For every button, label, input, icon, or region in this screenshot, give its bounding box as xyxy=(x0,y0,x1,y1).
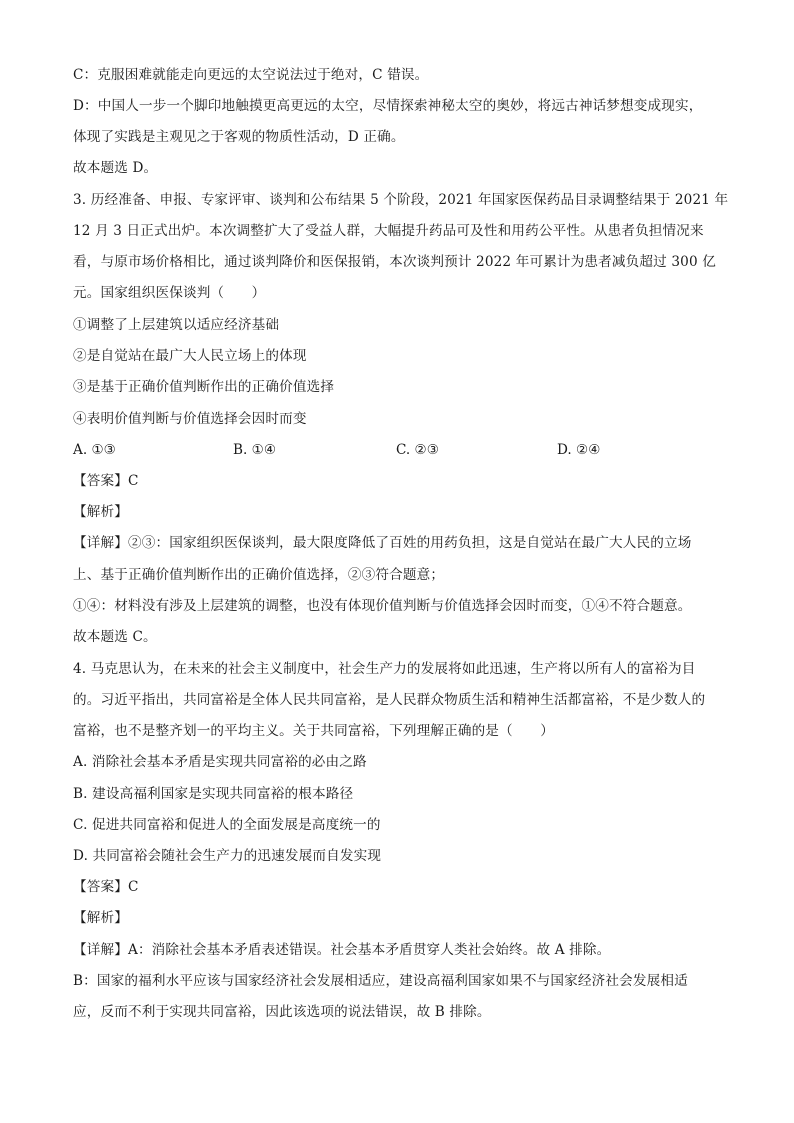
q4-option-c: C. 促进共同富裕和促进人的全面发展是高度统一的 xyxy=(73,817,381,833)
text-line: D：中国人一步一个脚印地触摸更高更远的太空，尽情探索神秘太空的奥妙，将远古神话梦想变成现实， xyxy=(73,98,703,114)
q3-option-b: B. ①④ xyxy=(233,442,277,458)
q4-option-d: D. 共同富裕会随社会生产力的迅速发展而自发实现 xyxy=(73,848,382,864)
statement-3: ③是基于正确价值判断作出的正确价值选择 xyxy=(73,379,335,395)
explanation-text: ①④：材料没有涉及上层建筑的调整，也没有体现价值判断与价值选择会因时而变，①④不符合题意。 xyxy=(73,598,692,614)
text-line: 体现了实践是主观见之于客观的物质性活动，D 正确。 xyxy=(73,129,405,145)
statement-2: ②是自觉站在最广大人民立场上的体现 xyxy=(73,348,307,364)
text-line: C：克服困难就能走向更远的太空说法过于绝对，C 错误。 xyxy=(73,67,429,83)
question-3-stem: 元。国家组织医保谈判（ ） xyxy=(73,285,266,301)
explanation-text: 应，反而不利于实现共同富裕，因此该选项的说法错误，故 B 排除。 xyxy=(73,1004,491,1020)
question-3-stem: 3. 历经准备、申报、专家评审、谈判和公布结果 5 个阶段，2021 年国家医保药品目录调整结果于 2021 年 xyxy=(73,192,729,208)
question-4-stem: 的。习近平指出，共同富裕是全体人民共同富裕，是人民群众物质生活和精神生活都富裕，不是少数人的 xyxy=(73,692,706,708)
explanation-text: 【详解】②③：国家组织医保谈判，最大限度降低了百姓的用药负担，这是自觉站在最广大人民的立场 xyxy=(73,535,692,551)
explanation-text: B：国家的福利水平应该与国家经济社会发展相适应，建设高福利国家如果不与国家经济社会发展相适 xyxy=(73,973,688,989)
analysis-label: 【解析】 xyxy=(73,910,128,926)
answer-label: 【答案】C xyxy=(73,879,139,895)
question-3-stem: 看，与原市场价格相比，通过谈判降价和医保报销，本次谈判预计 2022 年可累计为患者减负超过 300 亿 xyxy=(73,254,716,270)
statement-1: ①调整了上层建筑以适应经济基础 xyxy=(73,317,280,333)
explanation-text: 【详解】A：消除社会基本矛盾表述错误。社会基本矛盾贯穿人类社会始终。故 A 排除。 xyxy=(73,942,611,958)
question-3-stem: 12 月 3 日正式出炉。本次调整扩大了受益人群，大幅提升药品可及性和用药公平性。从患者负担情况来 xyxy=(73,223,704,239)
q3-option-c: C. ②③ xyxy=(396,442,439,458)
q3-option-a: A. ①③ xyxy=(73,442,116,458)
q4-option-b: B. 建设高福利国家是实现共同富裕的根本路径 xyxy=(73,786,354,802)
explanation-text: 上、基于正确价值判断作出的正确价值选择，②③符合题意； xyxy=(73,567,445,583)
statement-4: ④表明价值判断与价值选择会因时而变 xyxy=(73,411,307,427)
question-4-stem: 富裕，也不是整齐划一的平均主义。关于共同富裕，下列理解正确的是（ ） xyxy=(73,723,555,739)
analysis-label: 【解析】 xyxy=(73,504,128,520)
explanation-text: 故本题选 C。 xyxy=(73,629,157,645)
q3-option-d: D. ②④ xyxy=(557,442,601,458)
question-4-stem: 4. 马克思认为，在未来的社会主义制度中，社会生产力的发展将如此迅速，生产将以所有人的富裕为目 xyxy=(73,661,696,677)
answer-label: 【答案】C xyxy=(73,473,139,489)
q4-option-a: A. 消除社会基本矛盾是实现共同富裕的必由之路 xyxy=(73,754,367,770)
text-line: 故本题选 D。 xyxy=(73,160,158,176)
